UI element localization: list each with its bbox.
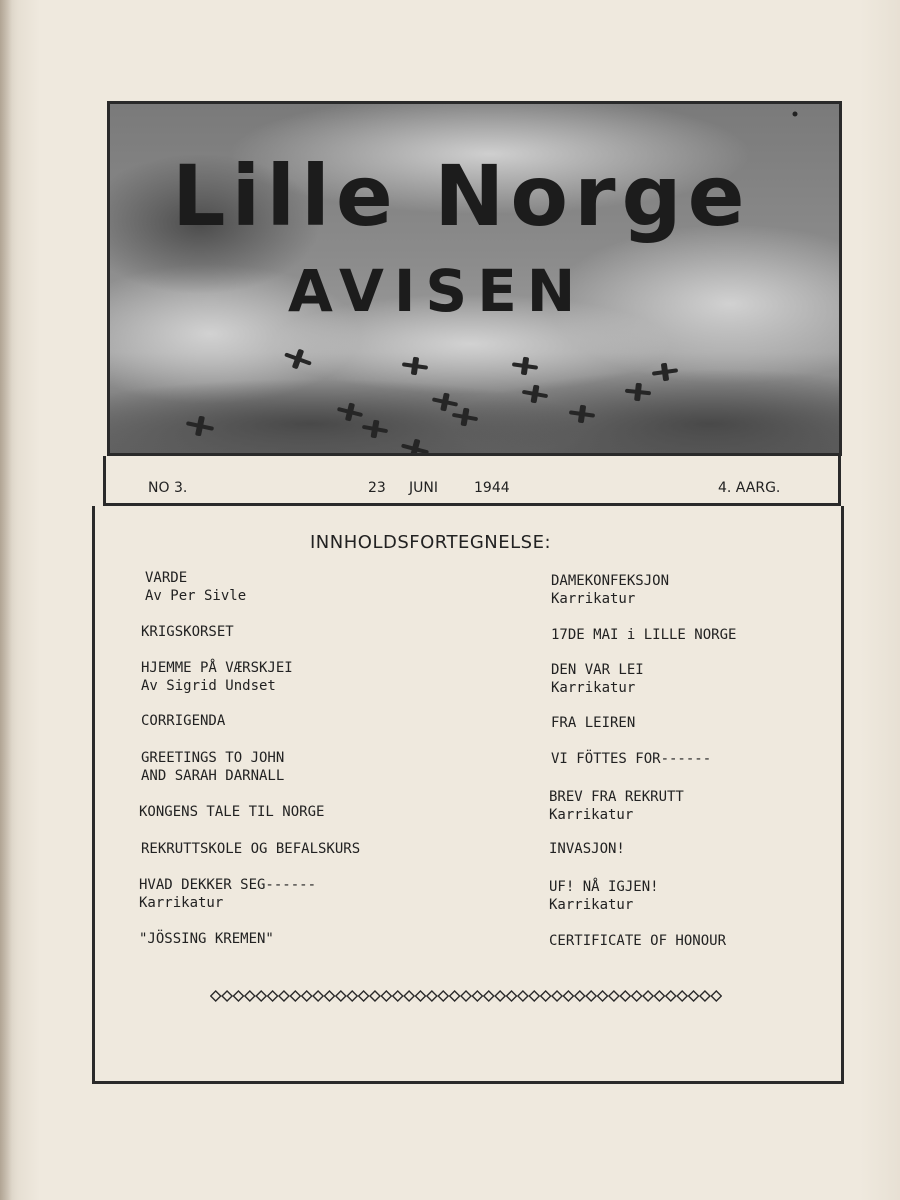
divider-diamond [632,991,642,1001]
toc-item-subtitle: Karrikatur [551,680,636,696]
newspaper-subtitle: AVISEN [288,257,586,325]
toc-item [139,803,324,821]
divider-diamond [302,991,312,1001]
toc-item [551,572,669,608]
divider-diamond [359,991,369,1001]
divider-diamond [541,991,551,1001]
toc-item-title: HJEMME PÅ VÆRSKJEI [141,660,293,676]
divider-diamond [689,991,699,1001]
divider-diamond [461,991,471,1001]
toc-item-title: VARDE [145,570,188,586]
issue-info-strip [103,456,841,506]
divider-diamond [472,991,482,1001]
toc-item [549,840,625,858]
toc-item-title: KRIGSKORSET [141,624,234,640]
issue-day: 23 [368,480,386,496]
divider-diamond [290,991,300,1001]
divider-diamond [598,991,608,1001]
divider-diamond [518,991,528,1001]
toc-item [139,930,274,948]
toc-item-title: REKRUTTSKOLE OG BEFALSKURS [141,841,361,857]
divider-diamond [245,991,255,1001]
toc-item-title: 17DE MAI i LILLE NORGE [551,627,737,643]
divider-diamond [256,991,266,1001]
toc-item-title: KONGENS TALE TIL NORGE [139,804,325,820]
divider-diamond [381,991,391,1001]
divider-diamond [495,991,505,1001]
toc-item [551,750,711,768]
issue-year: 1944 [474,480,510,496]
divider-diamond [563,991,573,1001]
toc-item-title: BREV FRA REKRUTT [549,789,684,805]
divider-diamond [552,991,562,1001]
toc-item-subtitle: Karrikatur [549,807,634,823]
toc-item [141,840,360,858]
toc-item [141,749,284,785]
divider-diamond [677,991,687,1001]
newspaper-title: Lille Norge [172,147,751,245]
issue-month: JUNI [409,480,438,496]
divider-diamond [313,991,323,1001]
toc-item-title: "JÖSSING KREMEN" [139,931,274,947]
divider-diamond [654,991,664,1001]
divider-diamond [529,991,539,1001]
toc-item [145,569,246,605]
divider-diamond [347,991,357,1001]
toc-item-subtitle: Karrikatur [139,895,224,911]
toc-item-title: INVASJON! [549,841,625,857]
divider-diamond [700,991,710,1001]
toc-heading: INNHOLDSFORTEGNELSE: [310,532,552,553]
divider-diamond [222,991,232,1001]
issue-volume: 4. AARG. [718,480,781,496]
table-of-contents [92,506,844,1084]
toc-item [551,626,736,644]
toc-item-subtitle: Karrikatur [551,591,636,607]
diamond-divider [210,990,722,1002]
divider-diamond [336,991,346,1001]
page-gutter-shadow [0,0,12,1200]
divider-diamond [370,991,380,1001]
toc-item [139,876,316,912]
divider-diamond [620,991,630,1001]
divider-diamond [575,991,585,1001]
toc-item [141,623,234,641]
divider-diamond [609,991,619,1001]
divider-diamond [711,991,721,1001]
toc-item-title: HVAD DEKKER SEG------ [139,877,317,893]
toc-item [549,788,684,824]
toc-item-title: DEN VAR LEI [551,662,644,678]
divider-diamond [427,991,437,1001]
toc-item [551,714,635,732]
divider-diamond [211,991,221,1001]
toc-item-title: VI FÖTTES FOR------ [551,751,712,767]
toc-item [549,878,659,914]
divider-diamond [268,991,278,1001]
toc-item-title: UF! NÅ IGJEN! [549,879,659,895]
toc-item [549,932,726,950]
toc-item [551,661,644,697]
toc-item-subtitle: Av Sigrid Undset [141,678,276,694]
toc-item-title: CERTIFICATE OF HONOUR [549,933,727,949]
toc-item [141,659,293,695]
issue-number: NO 3. [148,480,188,496]
toc-item-title: GREETINGS TO JOHN [141,750,285,766]
toc-item-title: FRA LEIREN [551,715,636,731]
toc-item-title: DAMEKONFEKSJON [551,573,670,589]
divider-diamond [450,991,460,1001]
divider-diamond [438,991,448,1001]
toc-item [141,712,225,730]
toc-item-subtitle: Av Per Sivle [145,588,247,604]
divider-diamond [404,991,414,1001]
toc-item-subtitle: Karrikatur [549,897,634,913]
masthead [107,101,842,456]
toc-item-title: CORRIGENDA [141,713,226,729]
divider-diamond [233,991,243,1001]
divider-diamond [324,991,334,1001]
divider-diamond [643,991,653,1001]
divider-diamond [507,991,517,1001]
toc-item-subtitle: AND SARAH DARNALL [141,768,285,784]
divider-diamond [415,991,425,1001]
divider-diamond [586,991,596,1001]
divider-diamond [666,991,676,1001]
divider-diamond [279,991,289,1001]
divider-diamond [393,991,403,1001]
divider-diamond [484,991,494,1001]
